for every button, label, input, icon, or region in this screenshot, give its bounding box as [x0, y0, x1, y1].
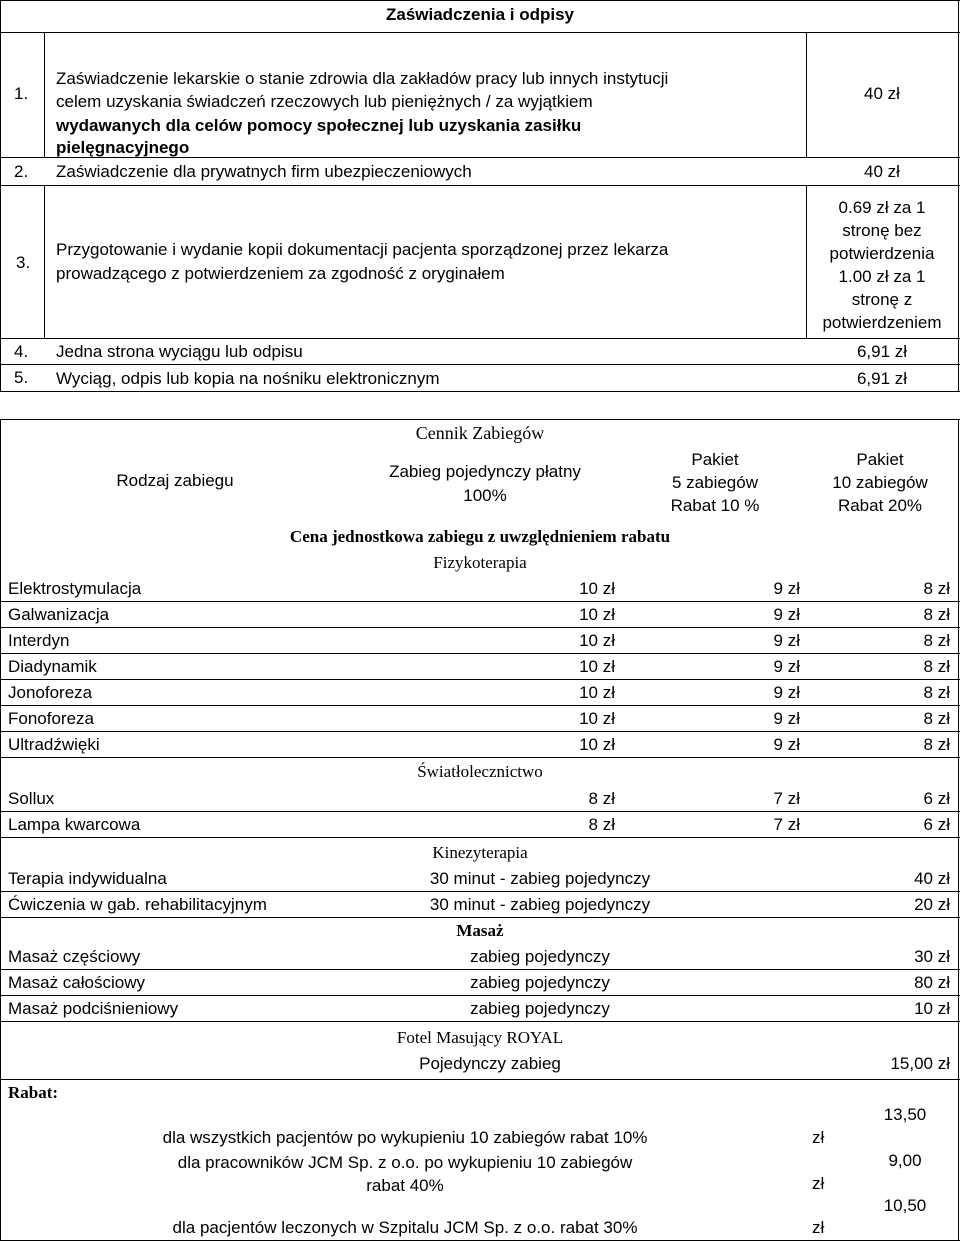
treatment-name: Interdyn	[8, 631, 70, 650]
treatment-price: 10 zł	[914, 999, 950, 1018]
treatment-price: 30 zł	[914, 947, 950, 966]
rabat-price: 9,00	[888, 1151, 922, 1170]
subheader: Cena jednostkowa zabiegu z uwzględnieniem rabatu	[289, 527, 671, 546]
item-price: 6,91 zł	[856, 342, 908, 361]
item-text-line: Zaświadczenie lekarskie o stanie zdrowia dla zakładów pracy lub innych instytucji	[56, 69, 669, 88]
price-pakiet-10: 8 zł	[923, 657, 950, 676]
price-pakiet-10: 8 zł	[923, 735, 950, 754]
treatment-name: Galwanizacja	[8, 605, 110, 624]
rabat-price: 10,50	[883, 1196, 927, 1215]
item-price: 40 zł	[864, 162, 900, 181]
price-single: 10 zł	[579, 683, 615, 702]
price-single: 8 zł	[588, 789, 615, 808]
price-pakiet-5: 9 zł	[773, 735, 800, 754]
price-pakiet-5: 9 zł	[773, 657, 800, 676]
item-number: 5.	[14, 368, 29, 387]
page-title: Zaświadczenia i odpisy	[385, 5, 574, 24]
treatment-description: zabieg pojedynczy	[470, 999, 610, 1018]
item-number: 2.	[14, 162, 29, 181]
price-pakiet-5: 9 zł	[773, 683, 800, 702]
treatment-name: Diadynamik	[8, 657, 97, 676]
price-pakiet-5: 9 zł	[773, 631, 800, 650]
section-fotel: Fotel Masujący ROYAL	[396, 1028, 564, 1047]
treatment-price: 40 zł	[914, 869, 950, 888]
treatment-description: 30 minut - zabieg pojedynczy	[429, 869, 651, 888]
item-text-line-bold: pielęgnacyjnego	[56, 138, 190, 157]
treatment-name: Sollux	[8, 789, 55, 808]
price-pakiet-5: 7 zł	[773, 815, 800, 834]
price-pakiet-10: 8 zł	[923, 709, 950, 728]
price-single: 10 zł	[579, 657, 615, 676]
rabat-unit: zł	[812, 1128, 825, 1147]
item-text-line: prowadzącego z potwierdzeniem za zgodność z oryginałem	[56, 264, 505, 283]
section-masaz: Masaż	[456, 921, 504, 940]
treatment-name: Lampa kwarcowa	[8, 815, 141, 834]
rabat-unit: zł	[812, 1218, 825, 1237]
item-text-line: Przygotowanie i wydanie kopii dokumentacji pacjenta sporządzonej przez lekarza	[56, 240, 669, 259]
treatment-description: 30 minut - zabieg pojedynczy	[429, 895, 651, 914]
item-price-multiline: 0.69 zł za 1 stronę bez potwierdzenia 1.00 zł za 1 stronę z potwierdzeniem	[822, 198, 942, 332]
price-pakiet-5: 7 zł	[773, 789, 800, 808]
price-pakiet-10: 8 zł	[923, 683, 950, 702]
header-rodzaj: Rodzaj zabiegu	[116, 471, 234, 490]
price-pakiet-10: 8 zł	[923, 631, 950, 650]
price-single: 10 zł	[579, 735, 615, 754]
item-text-line-bold: wydawanych dla celów pomocy społecznej lub uzyskania zasiłku	[56, 116, 582, 135]
rabat-line: dla wszystkich pacjentów po wykupieniu 10 zabiegów rabat 10%	[162, 1128, 648, 1147]
item-text: Wyciąg, odpis lub kopia na nośniku elektronicznym	[56, 369, 440, 388]
price-pakiet-10: 6 zł	[923, 789, 950, 808]
treatment-name: Masaż częściowy	[8, 947, 141, 966]
item-text: Jedna strona wyciągu lub odpisu	[56, 342, 303, 361]
price-single: 10 zł	[579, 709, 615, 728]
treatment-name: Terapia indywidualna	[8, 869, 167, 888]
item-text: Zaświadczenie dla prywatnych firm ubezpieczeniowych	[56, 162, 472, 181]
rabat-unit: zł	[812, 1174, 825, 1193]
fotel-single-price: 15,00 zł	[890, 1054, 950, 1073]
treatment-name: Elektrostymulacja	[8, 579, 142, 598]
cennik-title: Cennik Zabiegów	[415, 423, 545, 443]
treatment-name: Ultradźwięki	[8, 735, 100, 754]
price-single: 8 zł	[588, 815, 615, 834]
price-single: 10 zł	[579, 579, 615, 598]
price-single: 10 zł	[579, 605, 615, 624]
price-pakiet-5: 9 zł	[773, 709, 800, 728]
header-pakiet-5: Pakiet 5 zabiegów Rabat 10 %	[670, 450, 760, 515]
price-pakiet-5: 9 zł	[773, 605, 800, 624]
item-number: 4.	[14, 342, 29, 361]
price-pakiet-10: 6 zł	[923, 815, 950, 834]
item-price: 40 zł	[864, 84, 900, 103]
section-kinezyterapia: Kinezyterapia	[432, 843, 528, 862]
price-pakiet-10: 8 zł	[923, 579, 950, 598]
price-pakiet-5: 9 zł	[773, 579, 800, 598]
treatment-name: Ćwiczenia w gab. rehabilitacyjnym	[8, 895, 267, 914]
treatment-name: Masaż całościowy	[8, 973, 145, 992]
treatment-name: Jonoforeza	[8, 683, 93, 702]
header-pakiet-10: Pakiet 10 zabiegów Rabat 20%	[832, 450, 928, 515]
treatment-description: zabieg pojedynczy	[470, 947, 610, 966]
item-text-line: celem uzyskania świadczeń rzeczowych lub pieniężnych / za wyjątkiem	[56, 92, 593, 111]
rabat-price: 13,50	[883, 1105, 927, 1124]
item-number: 3.	[16, 253, 31, 272]
section-fizykoterapia: Fizykoterapia	[433, 553, 527, 572]
treatment-price: 80 zł	[914, 973, 950, 992]
header-single: Zabieg pojedynczy płatny 100%	[389, 462, 581, 505]
item-number: 1.	[14, 84, 29, 103]
rabat-line: dla pacjentów leczonych w Szpitalu JCM Sp. z o.o. rabat 30%	[172, 1218, 638, 1237]
rabat-lines: dla pracowników JCM Sp. z o.o. po wykupieniu 10 zabiegów rabat 40%	[177, 1153, 633, 1195]
section-swiatlolecznictwo: Światłolecznictwo	[417, 762, 543, 781]
treatment-description: zabieg pojedynczy	[470, 973, 610, 992]
price-pakiet-10: 8 zł	[923, 605, 950, 624]
rabat-label: Rabat:	[8, 1083, 59, 1102]
treatment-price: 20 zł	[914, 895, 950, 914]
treatment-name: Fonoforeza	[8, 709, 94, 728]
fotel-single-label: Pojedynczy zabieg	[419, 1054, 561, 1073]
item-price: 6,91 zł	[856, 369, 908, 388]
price-single: 10 zł	[579, 631, 615, 650]
treatment-name: Masaż podciśnieniowy	[8, 999, 179, 1018]
